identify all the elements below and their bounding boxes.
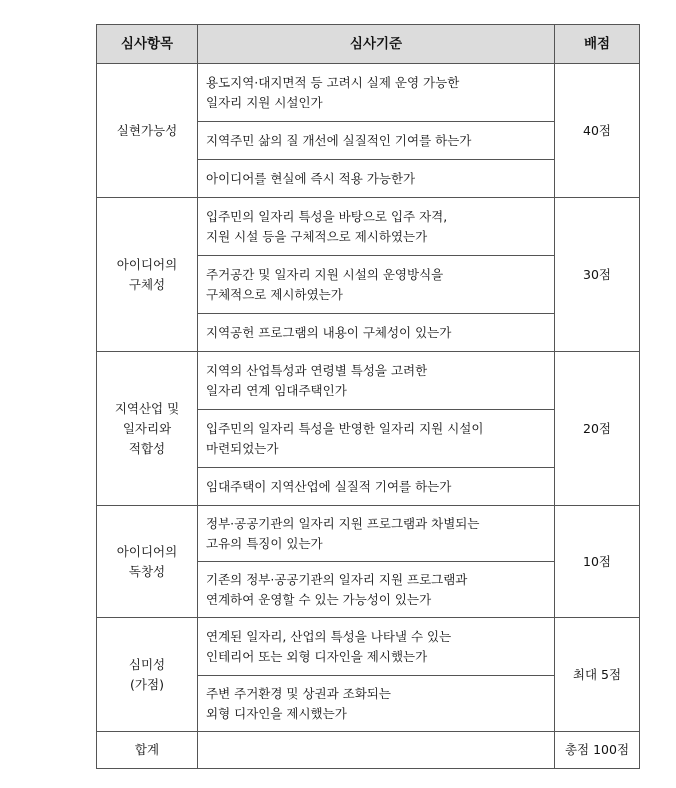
score-cell: 최대 5점 [555,618,640,732]
score-cell: 30점 [555,198,640,352]
criteria-cell: 입주민의 일자리 특성을 바탕으로 입주 자격, 지원 시설 등을 구체적으로 제시하였는가 [198,198,555,256]
score-cell: 10점 [555,506,640,618]
table-row [97,64,640,122]
table-row [97,352,640,410]
criteria-cell: 주변 주거환경 및 상권과 조화되는 외형 디자인을 제시했는가 [198,676,555,732]
header-criteria: 심사기준 [198,25,555,64]
evaluation-criteria-table [96,24,640,769]
criteria-cell: 정부·공공기관의 일자리 지원 프로그램과 차별되는 고유의 특징이 있는가 [198,506,555,562]
table-row [97,506,640,562]
category-cell: 지역산업 및 일자리와 적합성 [97,352,198,506]
criteria-cell: 지역공헌 프로그램의 내용이 구체성이 있는가 [198,314,555,352]
criteria-cell: 지역의 산업특성과 연령별 특성을 고려한 일자리 연계 임대주택인가 [198,352,555,410]
criteria-cell: 아이디어를 현실에 즉시 적용 가능한가 [198,160,555,198]
header-item: 심사항목 [97,25,198,64]
criteria-cell: 입주민의 일자리 특성을 반영한 일자리 지원 시설이 마련되었는가 [198,410,555,468]
criteria-cell: 기존의 정부·공공기관의 일자리 지원 프로그램과 연계하여 운영할 수 있는 가능성이 있는가 [198,562,555,618]
header-row [97,25,640,64]
category-cell: 아이디어의 독창성 [97,506,198,618]
criteria-cell: 주거공간 및 일자리 지원 시설의 운영방식을 구체적으로 제시하였는가 [198,256,555,314]
criteria-cell: 임대주택이 지역산업에 실질적 기여를 하는가 [198,468,555,506]
criteria-cell: 지역주민 삶의 질 개선에 실질적인 기여를 하는가 [198,122,555,160]
header-score: 배점 [555,25,640,64]
total-score: 총점 100점 [555,732,640,769]
total-row [97,732,640,769]
category-cell: 아이디어의 구체성 [97,198,198,352]
category-cell: 실현가능성 [97,64,198,198]
total-empty-cell [198,732,555,769]
table-row [97,618,640,676]
score-cell: 20점 [555,352,640,506]
criteria-cell: 용도지역·대지면적 등 고려시 실제 운영 가능한 일자리 지원 시설인가 [198,64,555,122]
score-cell: 40점 [555,64,640,198]
criteria-cell: 연계된 일자리, 산업의 특성을 나타낼 수 있는 인테리어 또는 외형 디자인을 제시했는가 [198,618,555,676]
category-cell: 심미성 (가점) [97,618,198,732]
total-label: 합계 [97,732,198,769]
table-row [97,198,640,256]
